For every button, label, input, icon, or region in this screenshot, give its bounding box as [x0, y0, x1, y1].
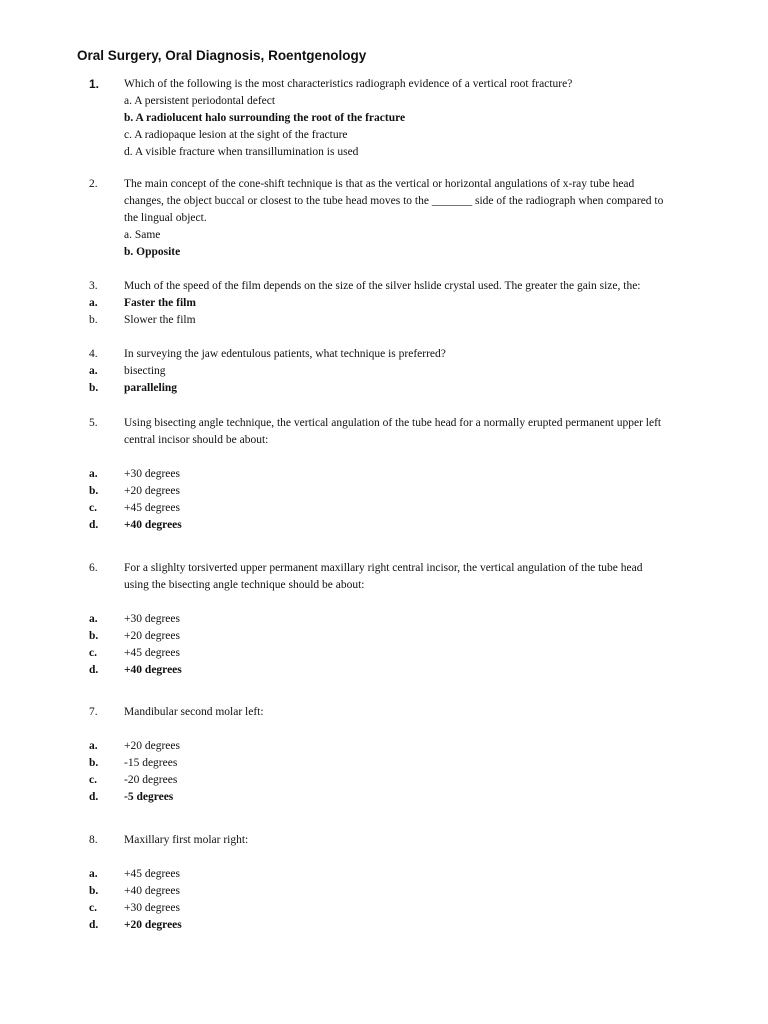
option-letter: b.: [89, 485, 99, 497]
answer-option: d. A visible fracture when transillumination is used: [124, 146, 359, 158]
answer-option: +20 degrees: [124, 485, 180, 497]
option-letter: c.: [89, 647, 97, 659]
answer-option-correct: +40 degrees: [124, 519, 182, 531]
question-stem: the lingual object.: [124, 212, 207, 224]
option-letter: c.: [89, 774, 97, 786]
question-stem: changes, the object buccal or closest to the tube head moves to the _______ side of the radiograph when compared to: [124, 195, 664, 207]
answer-option: +20 degrees: [124, 630, 180, 642]
question-number: 4.: [89, 348, 98, 360]
answer-option: +40 degrees: [124, 885, 180, 897]
question-stem: Much of the speed of the film depends on the size of the silver hslide crystal used. The greater the gain size, the:: [124, 280, 641, 292]
question-number: 2.: [89, 178, 98, 190]
option-letter: d.: [89, 519, 99, 531]
question-5: [0, 415, 768, 534]
answer-option-correct: b. A radiolucent halo surrounding the root of the fracture: [124, 112, 406, 124]
answer-option-correct: b. Opposite: [124, 246, 181, 258]
answer-option: a. Same: [124, 229, 161, 241]
option-letter: b.: [89, 757, 99, 769]
answer-option: +30 degrees: [124, 902, 180, 914]
question-number: 1.: [89, 77, 100, 91]
answer-option: +30 degrees: [124, 613, 180, 625]
question-number: 5.: [89, 417, 98, 429]
option-letter: b.: [89, 382, 99, 394]
question-8: [0, 832, 768, 934]
option-letter: a.: [89, 365, 98, 377]
question-number: 7.: [89, 706, 98, 718]
option-letter: a.: [89, 297, 98, 309]
question-stem: central incisor should be about:: [124, 434, 269, 446]
option-letter: a.: [89, 740, 98, 752]
question-number: 8.: [89, 834, 98, 846]
option-letter: b.: [89, 314, 98, 326]
question-stem: using the bisecting angle technique should be about:: [124, 579, 365, 591]
answer-option-correct: Faster the film: [124, 297, 196, 309]
answer-option: a. A persistent periodontal defect: [124, 95, 276, 107]
question-stem: For a slighlty torsiverted upper permanent maxillary right central incisor, the vertical angulation of the tube head: [124, 562, 643, 574]
answer-option: c. A radiopaque lesion at the sight of the fracture: [124, 129, 348, 141]
answer-option-correct: +20 degrees: [124, 919, 182, 931]
option-letter: d.: [89, 664, 99, 676]
answer-option: +30 degrees: [124, 468, 180, 480]
answer-option: +45 degrees: [124, 647, 180, 659]
answer-option: -15 degrees: [124, 757, 178, 769]
question-stem: Using bisecting angle technique, the vertical angulation of the tube head for a normally erupted permanent upper left: [124, 417, 662, 429]
question-stem: Maxillary first molar right:: [124, 834, 249, 846]
question-stem: Which of the following is the most characteristics radiograph evidence of a vertical root fracture?: [124, 78, 573, 90]
answer-option: +20 degrees: [124, 740, 180, 752]
answer-option-correct: paralleling: [124, 382, 178, 394]
answer-option: bisecting: [124, 365, 166, 377]
page-title: Oral Surgery, Oral Diagnosis, Roentgenology: [77, 48, 367, 63]
question-4: [0, 346, 768, 397]
answer-option-correct: +40 degrees: [124, 664, 182, 676]
option-letter: a.: [89, 613, 98, 625]
answer-option: +45 degrees: [124, 502, 180, 514]
answer-option: Slower the film: [124, 314, 196, 326]
answer-option: -20 degrees: [124, 774, 178, 786]
option-letter: a.: [89, 468, 98, 480]
question-2: [0, 176, 768, 261]
question-1: [0, 76, 768, 161]
question-6: [0, 560, 768, 679]
question-3: [0, 278, 768, 329]
question-stem: Mandibular second molar left:: [124, 706, 264, 718]
option-letter: b.: [89, 630, 99, 642]
question-7: [0, 704, 768, 806]
option-letter: c.: [89, 902, 97, 914]
option-letter: b.: [89, 885, 99, 897]
question-stem: The main concept of the cone-shift technique is that as the vertical or horizontal angulations of x-ray tube head: [124, 178, 635, 190]
question-number: 3.: [89, 280, 98, 292]
option-letter: c.: [89, 502, 97, 514]
question-stem: In surveying the jaw edentulous patients, what technique is preferred?: [124, 348, 446, 360]
option-letter: d.: [89, 919, 99, 931]
answer-option-correct: -5 degrees: [124, 791, 174, 803]
question-number: 6.: [89, 562, 98, 574]
option-letter: a.: [89, 868, 98, 880]
option-letter: d.: [89, 791, 99, 803]
answer-option: +45 degrees: [124, 868, 180, 880]
